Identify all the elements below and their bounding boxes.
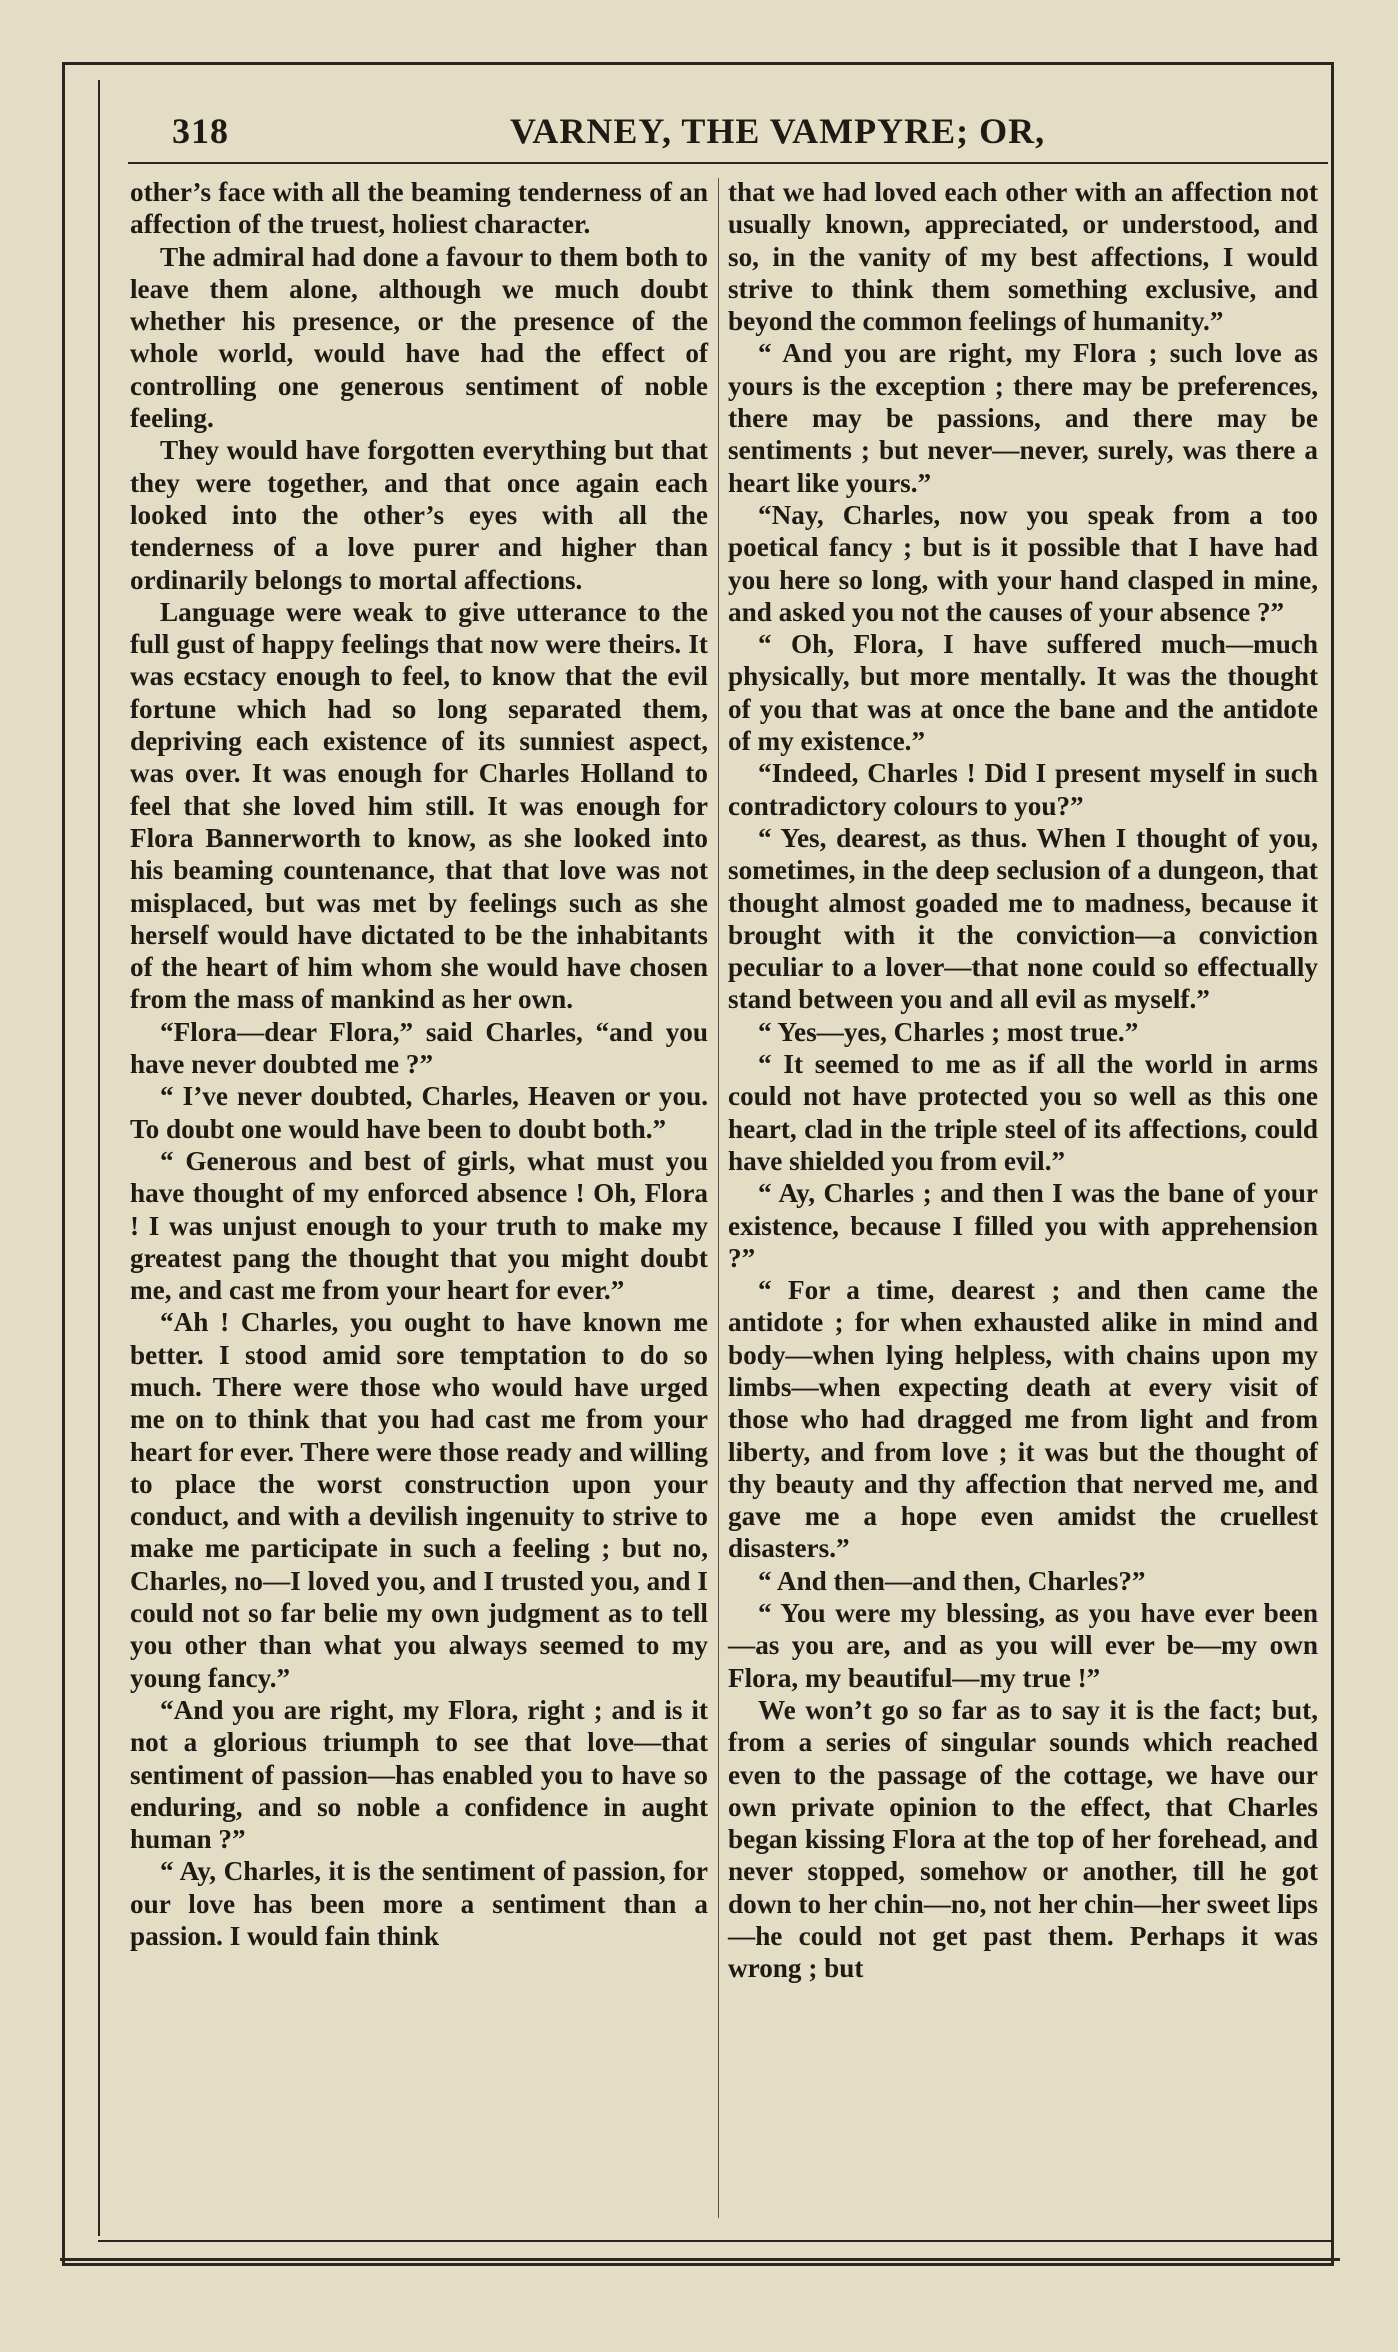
paragraph: that we had loved each other with an affection not usually known, appreciated, or understood, and so, in the vanity of my best affections, I would strive to think them something exclusive, and beyond the common feelings of humanity.” — [728, 177, 1318, 337]
page-number: 318 — [172, 111, 229, 151]
paragraph: “ Generous and best of girls, what must you have thought of my enforced absence ! Oh, Flora ! I was unjust enough to your truth to make my greatest pang the thought that you might doubt me, and cast me from your heart for ever.” — [130, 1145, 708, 1306]
paragraph: “ Ay, Charles ; and then I was the bane of your existence, because I filled you with apprehension ?” — [728, 1178, 1318, 1273]
paragraph: “ For a time, dearest ; and then came the antidote ; for when exhausted alike in mind and body—when lying helpless, with chains upon my limbs—when expecting death at every visit of those who had dragged me from light and from liberty, and from love ; it was but the thought of thy beauty and thy affection that nerved me, and gave me a hope even amidst the cruellest disasters.” — [728, 1275, 1318, 1564]
paragraph: “ It seemed to me as if all the world in arms could not have protected you so well as this one heart, clad in the triple steel of its affections, could have shielded you from evil.” — [728, 1049, 1318, 1176]
paragraph: “ Yes—yes, Charles ; most true.” — [758, 1016, 1139, 1047]
paragraph: “Ah ! Charles, you ought to have known me better. I stood amid sore temptation to do so much. There were those who would have urged me on to think that you had cast me from your heart for ever. There were those ready and willing to place the worst construction upon your conduct, and with a devilish ingenuity to strive to make me participate in such a feeling ; but no, Charles, no—I loved you, and I trusted you, and I could not so far belie my own judgment as to tell you other than what you always seemed to my young fancy.” — [130, 1307, 708, 1693]
paragraph: “Indeed, Charles ! Did I present myself in such contradictory colours to you?” — [728, 758, 1318, 821]
right-column — [728, 176, 1318, 1985]
paragraph: The admiral had done a favour to them both to leave them alone, although we much doubt whether his presence, or the presence of the whole world, would have had the effect of controlling one generous sentiment of noble feeling. — [130, 241, 708, 434]
paragraph: “ And then—and then, Charles?” — [758, 1565, 1146, 1596]
running-title: VARNEY, THE VAMPYRE; OR, — [510, 111, 1046, 151]
header-rule — [128, 162, 1328, 164]
paragraph: “ Yes, dearest, as thus. When I thought of you, sometimes, in the deep seclusion of a dungeon, that thought almost goaded me to madness, because it brought with it the conviction—a conviction peculiar to a lover—that none could so effectually stand between you and all evil as myself.” — [728, 822, 1318, 1015]
paragraph: “Flora—dear Flora,” said Charles, “and you have never doubted me ?” — [130, 1016, 708, 1080]
paragraph: Language were weak to give utterance to the full gust of happy feelings that now were theirs. It was ecstacy enough to feel, to know that the evil fortune which had so long separated them, depriving each existence of its sunniest aspect, was over. It was enough for Charles Holland to feel that she loved him still. It was enough for Flora Bannerworth to know, as she looked into his beaming countenance, that that love was not misplaced, but was met by feelings such as she herself would have dictated to be the inhabitants of the heart of him whom she would have chosen from the mass of mankind as her own. — [130, 596, 708, 1015]
paragraph: “ You were my blessing, as you have ever been—as you are, and as you will ever be—my own Flora, my beautiful—my true !” — [728, 1598, 1318, 1693]
paragraph: They would have forgotten everything but that they were together, and that once again each looked into the other’s eyes with all the tenderness of a love purer and higher than ordinarily belongs to mortal affections. — [130, 435, 708, 595]
paragraph: “And you are right, my Flora, right ; and is it not a glorious triumph to see that love—that sentiment of passion—has enabled you to have so enduring, and so noble a confidence in aught human ?” — [130, 1694, 708, 1855]
column-divider — [718, 178, 719, 2218]
bottom-rule-outer — [60, 2258, 1340, 2261]
page-header — [128, 110, 1328, 160]
paragraph: “ I’ve never doubted, Charles, Heaven or you. To doubt one would have been to doubt both.” — [130, 1081, 708, 1144]
paragraph: “ Ay, Charles, it is the sentiment of passion, for our love has been more a sentiment than a passion. I would fain think — [130, 1856, 708, 1952]
left-column — [130, 176, 708, 1952]
bottom-rule-inner — [98, 2240, 1334, 2242]
paragraph: “Nay, Charles, now you speak from a too poetical fancy ; but is it possible that I have had you here so long, with your hand clasped in mine, and asked you not the causes of your absence ?” — [728, 499, 1318, 627]
paragraph: other’s face with all the beaming tenderness of an affection of the truest, holiest character. — [130, 177, 708, 240]
paragraph: We won’t go so far as to say it is the fact; but, from a series of singular sounds which reached even to the passage of the cottage, we have our own private opinion to the effect, that Charles began kissing Flora at the top of her forehead, and never stopped, somehow or another, till he got down to her chin—no, not her chin—her sweet lips—he could not get past them. Perhaps it was wrong ; but — [728, 1694, 1318, 1984]
paragraph: “ And you are right, my Flora ; such love as yours is the exception ; there may be preferences, there may be passions, and there may be sentiments ; but never—never, surely, was there a heart like yours.” — [728, 338, 1318, 498]
paragraph: “ Oh, Flora, I have suffered much—much physically, but more mentally. It was the thought of you that was at once the bane and the antidote of my existence.” — [728, 629, 1318, 757]
